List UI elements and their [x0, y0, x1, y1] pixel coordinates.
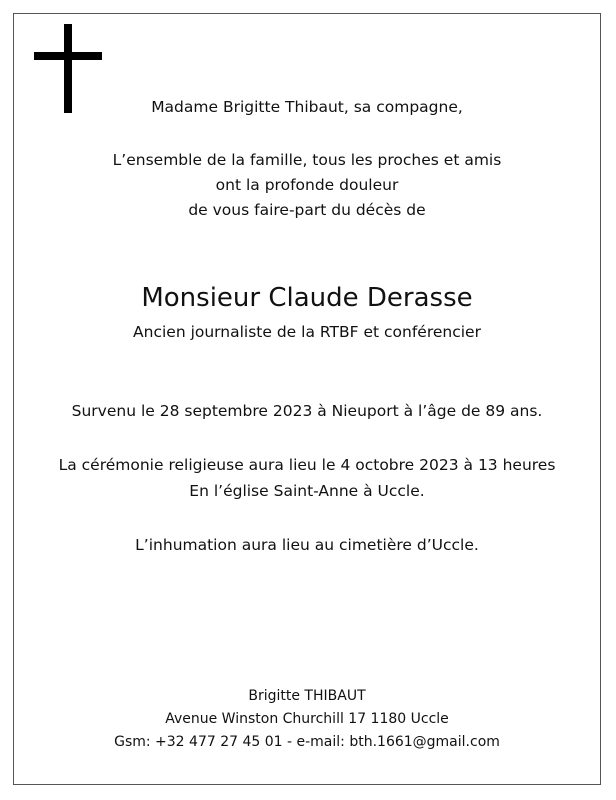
- family-line-1: L’ensemble de la famille, tous les proches et amis: [112, 151, 502, 169]
- contact-name: Brigitte THIBAUT: [248, 688, 366, 704]
- notice-border: [13, 13, 601, 785]
- contact-address: Avenue Winston Churchill 17 1180 Uccle: [165, 711, 449, 727]
- death-notice: Survenu le 28 septembre 2023 à Nieuport à l’âge de 89 ans.: [71, 402, 543, 420]
- contact-phone-email: Gsm: +32 477 27 45 01 - e-mail: bth.1661@gmail.com: [114, 734, 500, 750]
- deceased-title: Ancien journaliste de la RTBF et conférencier: [133, 323, 481, 341]
- family-line-3: de vous faire-part du décès de: [188, 201, 426, 219]
- ceremony-line-2: En l’église Saint-Anne à Uccle.: [189, 482, 425, 500]
- deceased-name: Monsieur Claude Derasse: [141, 283, 473, 313]
- family-line-2: ont la profonde douleur: [215, 176, 399, 194]
- ceremony-line-1: La cérémonie religieuse aura lieu le 4 octobre 2023 à 13 heures: [58, 456, 556, 474]
- intro-text: Madame Brigitte Thibaut, sa compagne,: [151, 98, 463, 116]
- burial-notice: L’inhumation aura lieu au cimetière d’Uccle.: [135, 536, 479, 554]
